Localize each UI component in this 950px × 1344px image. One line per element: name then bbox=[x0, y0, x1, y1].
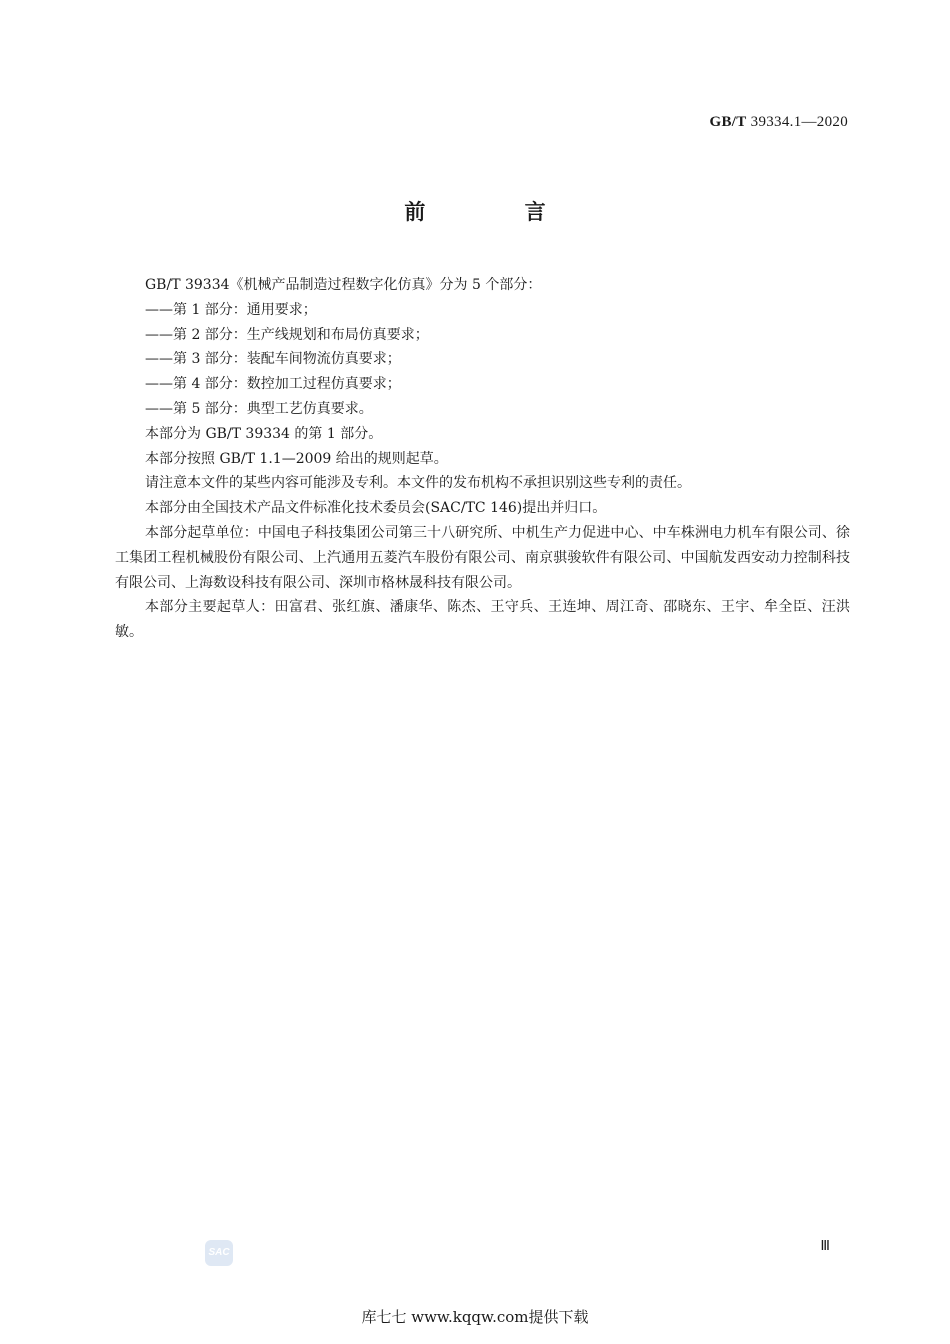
list-item-part-3: ——第 3 部分：装配车间物流仿真要求； bbox=[145, 351, 401, 368]
foreword-body bbox=[115, 273, 850, 645]
page-number: Ⅲ bbox=[820, 1239, 830, 1254]
list-item-part-2: ——第 2 部分：生产线规划和布局仿真要求； bbox=[145, 326, 429, 343]
page-title: 前 言 bbox=[404, 200, 592, 224]
list-item-part-1: ——第 1 部分：通用要求； bbox=[145, 301, 317, 318]
standard-code bbox=[710, 114, 848, 131]
list-item-part-5: ——第 5 部分：典型工艺仿真要求。 bbox=[145, 400, 373, 417]
standard-number: 39334.1—2020 bbox=[750, 114, 848, 130]
list-item-part-4: ——第 4 部分：数控加工过程仿真要求； bbox=[145, 376, 401, 393]
paragraph-drafting-units: 本部分起草单位：中国电子科技集团公司第三十八研究所、中机生产力促进中心、中车株洲电力机车有限公司、徐工集团工程机械股份有限公司、上汽通用五菱汽车股份有限公司、南京骐骏软件有限公司、中国航发西安动力控制科技有限公司、上海数设科技有限公司、深圳市格林晟科技有限公司。 bbox=[115, 524, 850, 591]
standard-prefix: GB/T bbox=[709, 114, 747, 130]
paragraph-drafting-rules: 本部分按照 GB/T 1.1—2009 给出的规则起草。 bbox=[145, 450, 448, 467]
paragraph-part-statement: 本部分为 GB/T 39334 的第 1 部分。 bbox=[145, 425, 383, 442]
paragraph-patent-notice: 请注意本文件的某些内容可能涉及专利。本文件的发布机构不承担识别这些专利的责任。 bbox=[145, 475, 691, 492]
paragraph-committee: 本部分由全国技术产品文件标准化技术委员会(SAC/TC 146)提出并归口。 bbox=[145, 500, 607, 517]
paragraph-intro: GB/T 39334《机械产品制造过程数字化仿真》分为 5 个部分： bbox=[145, 277, 542, 293]
sac-logo-icon: SAC bbox=[205, 1240, 233, 1266]
paragraph-drafters: 本部分主要起草人：田富君、张红旗、潘康华、陈杰、王守兵、王连坤、周江奇、邵晓东、王宇、牟全臣、汪洪敏。 bbox=[115, 599, 850, 641]
download-footer: 库七七 www.kqqw.com提供下载 bbox=[361, 1308, 589, 1326]
